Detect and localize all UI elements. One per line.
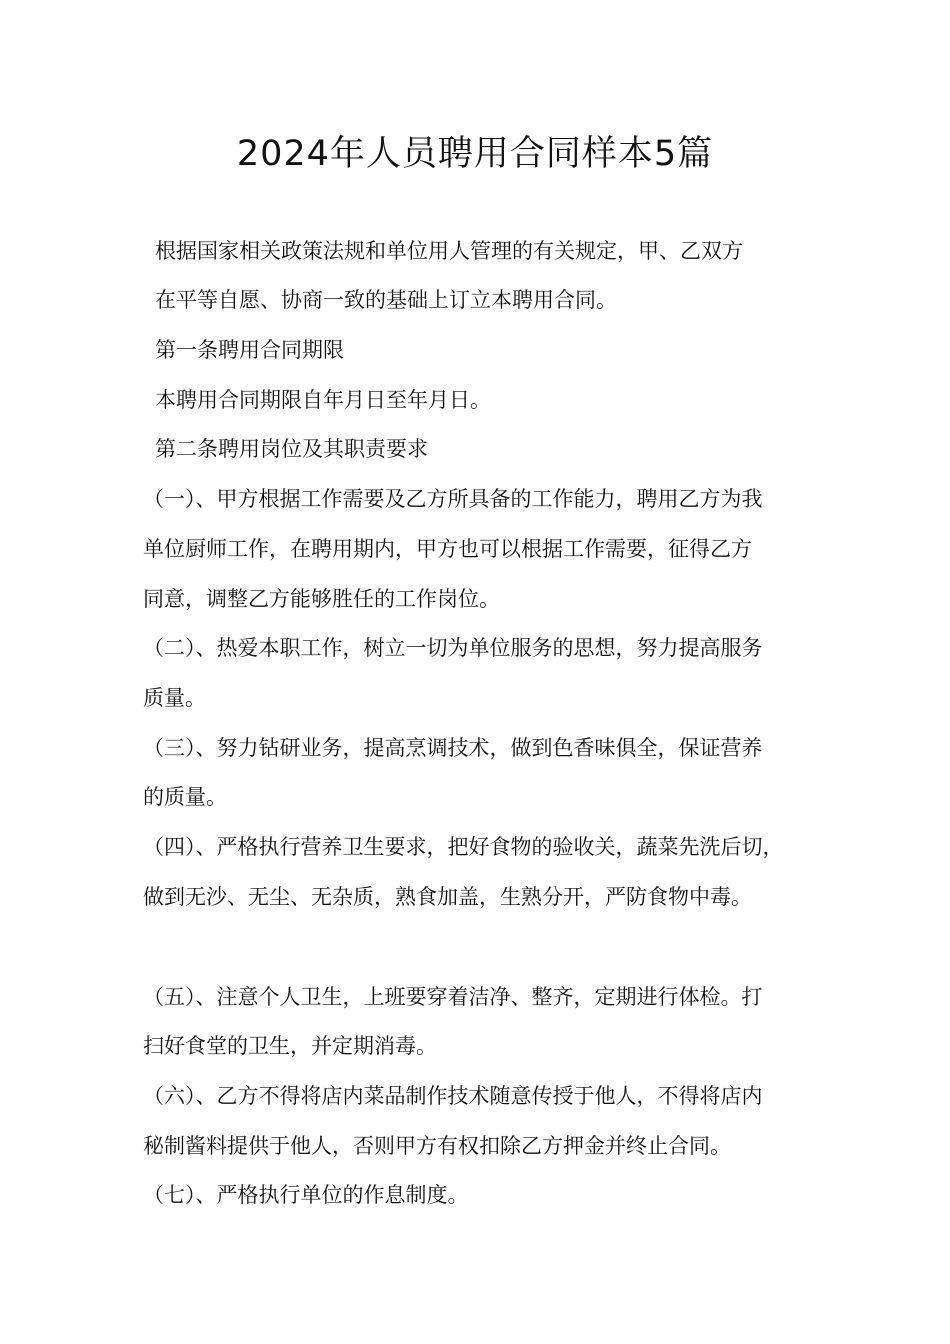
- clause-line: 扫好食堂的卫生，并定期消毒。: [143, 1034, 437, 1058]
- document-title: 2024年人员聘用合同样本5篇: [236, 134, 714, 174]
- paragraph-line: 根据国家相关政策法规和单位用人管理的有关规定，甲、乙双方: [155, 239, 743, 263]
- clause-line: 的质量。: [143, 785, 227, 809]
- clause-line: 质量。: [143, 686, 206, 710]
- clause-line: 同意，调整乙方能够胜任的工作岗位。: [143, 587, 500, 611]
- clause-line: （六）、乙方不得将店内菜品制作技术随意传授于他人，不得将店内: [143, 1084, 763, 1108]
- paragraph-line: 本聘用合同期限自年月日至年月日。: [155, 388, 491, 412]
- clause-line: （三）、努力钻研业务，提高烹调技术，做到色香味俱全，保证营养: [143, 736, 763, 760]
- clause-line: （七）、严格执行单位的作息制度。: [143, 1183, 469, 1207]
- clause-line: （一）、甲方根据工作需要及乙方所具备的工作能力，聘用乙方为我: [143, 487, 763, 511]
- clause-line: （二）、热爱本职工作，树立一切为单位服务的思想，努力提高服务: [143, 636, 763, 660]
- clause-line: 秘制酱料提供于他人，否则甲方有权扣除乙方押金并终止合同。: [143, 1134, 731, 1158]
- section-heading: 第一条聘用合同期限: [155, 338, 344, 362]
- paragraph-line: 在平等自愿、协商一致的基础上订立本聘用合同。: [155, 288, 617, 312]
- clause-line: （五）、注意个人卫生，上班要穿着洁净、整齐，定期进行体检。打: [143, 985, 763, 1009]
- clause-line: （四）、严格执行营养卫生要求，把好食物的验收关，蔬菜先洗后切，: [143, 835, 784, 859]
- section-heading: 第二条聘用岗位及其职责要求: [155, 437, 428, 461]
- clause-line: 单位厨师工作，在聘用期内，甲方也可以根据工作需要，征得乙方: [143, 537, 752, 561]
- clause-line: 做到无沙、无尘、无杂质，熟食加盖，生熟分开，严防食物中毒。: [143, 885, 752, 909]
